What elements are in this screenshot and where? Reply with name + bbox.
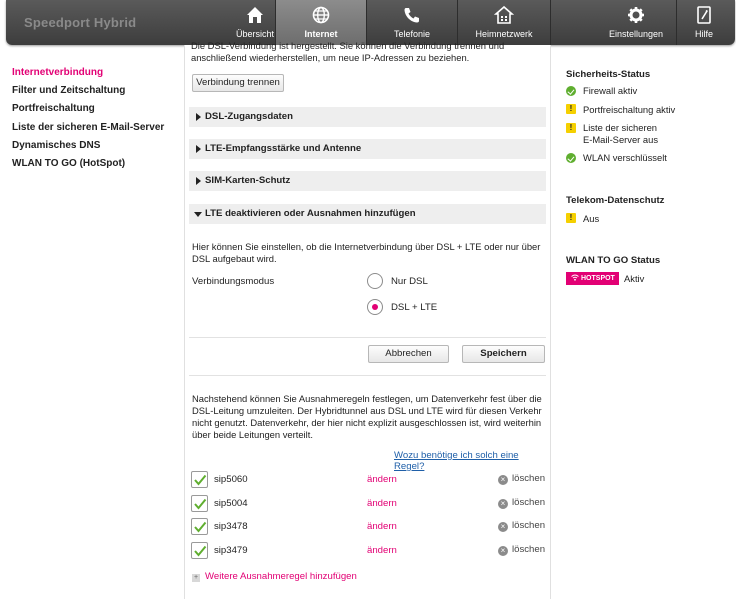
checkmark-icon (193, 544, 207, 558)
chevron-right-icon (196, 113, 201, 121)
tab-home-network[interactable]: Heimnetzwerk (458, 0, 550, 45)
help-book-icon (677, 5, 731, 29)
hotspot-badge: HOTSPOT (566, 272, 619, 285)
section-lte-signal[interactable]: LTE-Empfangsstärke und Antenne (189, 139, 546, 159)
rule-checkbox[interactable] (191, 495, 208, 512)
divider (189, 375, 546, 376)
brand-title: Speedport Hybrid (24, 15, 137, 30)
main-content (184, 40, 551, 599)
tab-divider (550, 0, 551, 45)
security-status-title: Sicherheits-Status (566, 69, 651, 80)
tab-internet[interactable]: Internet (276, 0, 366, 45)
status-firewall: Firewall aktiv (583, 85, 638, 96)
wlan-to-go-title: WLAN TO GO Status (566, 255, 661, 266)
warning-icon: ! (566, 213, 576, 223)
top-navigation-bar (6, 0, 735, 45)
divider (189, 337, 546, 338)
table-row (191, 471, 546, 489)
connection-intro-text: Die DSL-Verbindung ist hergestellt. Sie können die Verbindung trennen und anschließend wiederherstellen, um neue IP-Adressen zu beziehen. (191, 40, 505, 63)
rule-checkbox[interactable] (191, 518, 208, 535)
rule-name: sip3479 (214, 545, 248, 556)
tab-help[interactable]: Hilfe (677, 0, 731, 45)
privacy-title: Telekom-Datenschutz (566, 195, 665, 206)
rule-edit-link[interactable]: ändern (367, 545, 397, 556)
checkmark-icon (193, 520, 207, 534)
chevron-right-icon (196, 177, 201, 185)
status-safe-mail: Liste der sicheren E-Mail-Server aus (583, 122, 659, 145)
rule-edit-link[interactable]: ändern (367, 521, 397, 532)
sidebar-item-safe-mail-servers[interactable]: Liste der sicheren E-Mail-Server (12, 121, 165, 133)
section-dsl-credentials[interactable]: DSL-Zugangsdaten (189, 107, 546, 127)
cancel-button[interactable]: Abbrechen (368, 345, 449, 363)
rule-checkbox[interactable] (191, 542, 208, 559)
close-icon: × (498, 499, 508, 509)
tab-settings[interactable]: Einstellungen (596, 0, 676, 45)
rule-name: sip5060 (214, 474, 248, 485)
house-network-icon (458, 5, 550, 29)
rule-delete-button[interactable]: × löschen (498, 520, 545, 532)
rule-checkbox[interactable] (191, 471, 208, 488)
checkmark-icon (193, 473, 207, 487)
rule-edit-link[interactable]: ändern (367, 474, 397, 485)
check-circle-icon (566, 153, 576, 163)
rule-delete-button[interactable]: × löschen (498, 497, 545, 509)
status-wlan-encrypted: WLAN verschlüsselt (583, 152, 667, 163)
sidebar-nav (12, 67, 182, 176)
warning-icon: ! (566, 104, 576, 114)
sidebar-item-internet-connection[interactable]: Internetverbindung (12, 67, 104, 78)
close-icon: × (498, 546, 508, 556)
sidebar-item-port-forwarding[interactable]: Portfreischaltung (12, 103, 95, 115)
close-icon: × (498, 475, 508, 485)
radio-dsl-only-label: Nur DSL (391, 276, 428, 287)
disconnect-button[interactable]: Verbindung trennen (192, 74, 284, 92)
radio-dsl-lte-label: DSL + LTE (391, 302, 438, 313)
radio-dsl-only[interactable] (367, 273, 383, 289)
plus-icon: + (193, 574, 199, 581)
section-sim-protection[interactable]: SIM-Karten-Schutz (189, 171, 546, 191)
mode-description: Hier können Sie einstellen, ob die Internetverbindung über DSL + LTE oder nur über DSL aufgebaut wird. (192, 241, 541, 264)
sidebar-item-wlan-to-go[interactable]: WLAN TO GO (HotSpot) (12, 157, 126, 169)
sidebar-item-dynamic-dns[interactable]: Dynamisches DNS (12, 139, 101, 151)
privacy-status: Aus (583, 213, 600, 224)
globe-icon (276, 5, 366, 29)
table-row (191, 518, 546, 536)
chevron-down-icon (194, 212, 202, 217)
radio-dsl-lte[interactable] (367, 299, 383, 315)
rule-edit-link[interactable]: ändern (367, 498, 397, 509)
check-circle-icon (566, 86, 576, 96)
add-rule-button[interactable]: + Weitere Ausnahmeregel hinzufügen (193, 571, 357, 582)
tab-overview[interactable]: Übersicht (210, 0, 300, 45)
rule-name: sip5004 (214, 498, 248, 509)
status-port-forwarding: Portfreischaltung aktiv (583, 104, 676, 115)
wifi-icon (571, 274, 579, 281)
save-button[interactable]: Speichern (462, 345, 545, 363)
tab-telephony[interactable]: Telefonie (367, 0, 457, 45)
rule-delete-button[interactable]: × löschen (498, 544, 545, 556)
sidebar-item-filter-schedule[interactable]: Filter und Zeitschaltung (12, 85, 126, 97)
chevron-right-icon (196, 145, 201, 153)
table-row (191, 495, 546, 513)
exceptions-description: Nachstehend können Sie Ausnahmeregeln festlegen, um Datenverkehr fest über die DSL-Leitung umzuleiten. Der Hybridtunnel aus DSL und LTE wird für diesen Verkehr nicht genutzt. Datenverkehr, der hier nicht explizit ausgeschlossen ist, wird weiterhin über beide Leitungen verteilt. (192, 393, 542, 440)
section-lte-exceptions[interactable]: LTE deaktivieren oder Ausnahmen hinzufügen (189, 204, 546, 224)
close-icon: × (498, 522, 508, 532)
phone-icon (367, 5, 457, 29)
checkmark-icon (193, 497, 207, 511)
hotspot-status: Aktiv (624, 273, 645, 284)
table-row (191, 542, 546, 560)
rule-name: sip3478 (214, 521, 248, 532)
why-rule-link[interactable]: Wozu benötige ich solch eine Regel? (394, 450, 519, 472)
gear-icon (596, 5, 676, 29)
rule-delete-button[interactable]: × löschen (498, 473, 545, 485)
warning-icon: ! (566, 123, 576, 133)
mode-label: Verbindungsmodus (192, 276, 275, 287)
